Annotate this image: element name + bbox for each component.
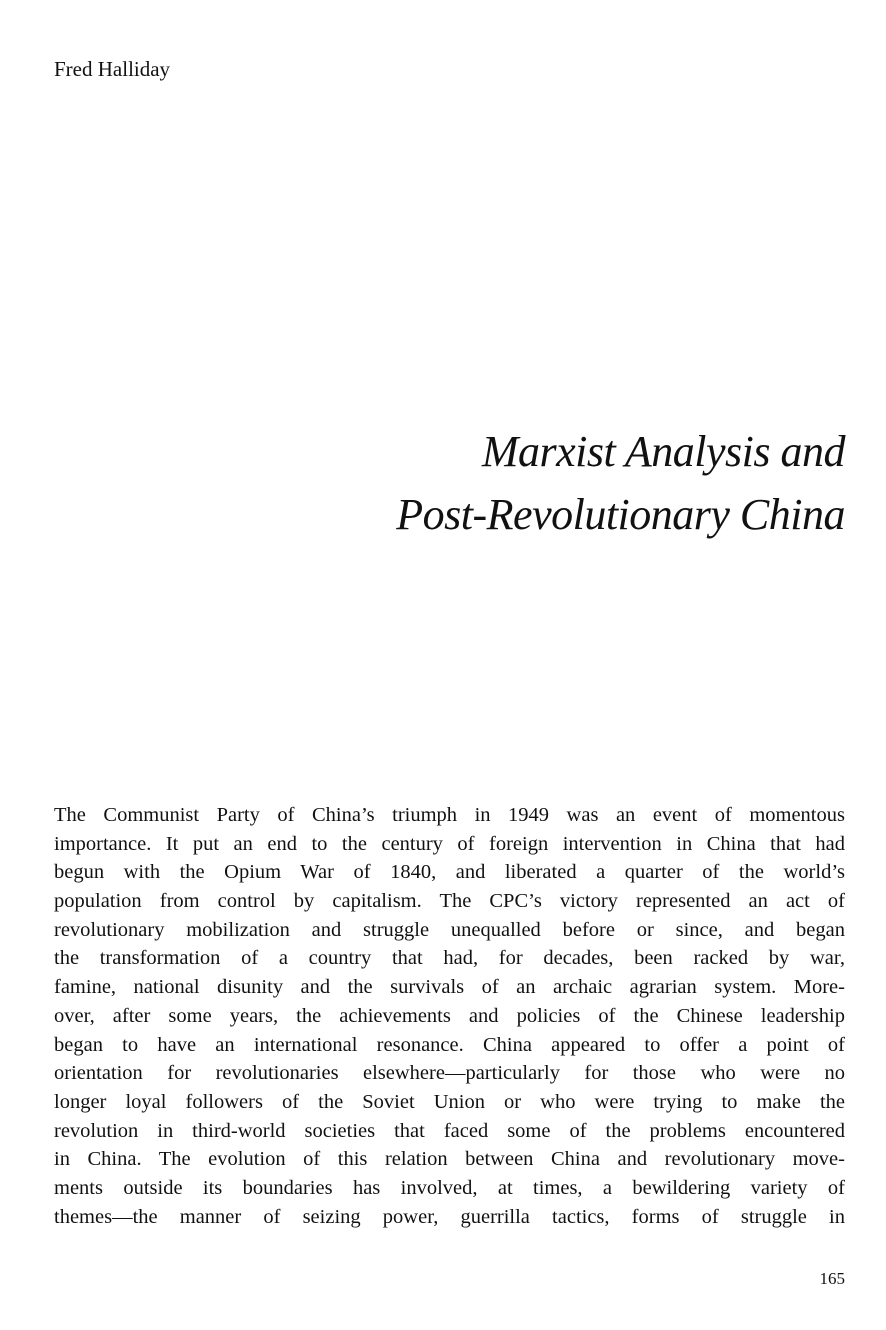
title-line-1: Marxist Analysis and bbox=[481, 427, 845, 476]
body-line: The Communist Party of China’s triumph in 1949 was an event of momentous bbox=[54, 804, 845, 826]
body-line: began to have an international resonance. China appeared to offer a point of bbox=[54, 1033, 845, 1056]
body-paragraph bbox=[54, 801, 845, 1231]
body-line: orientation for revolutionaries elsewhere—particularly for those who were no bbox=[54, 1062, 845, 1085]
body-line: revolution in third-world societies that faced some of the problems encountered bbox=[54, 1119, 845, 1142]
body-line: famine, national disunity and the survivals of an archaic agrarian system. More- bbox=[54, 976, 845, 999]
author-name: Fred Halliday bbox=[54, 57, 171, 81]
body-line: the transformation of a country that had, for decades, been racked by war, bbox=[54, 947, 845, 970]
body-line: ments outside its boundaries has involved, at times, a bewildering variety of bbox=[54, 1176, 845, 1199]
body-line: importance. It put an end to the century of foreign intervention in China that had bbox=[54, 832, 845, 855]
body-line: begun with the Opium War of 1840, and liberated a quarter of the world’s bbox=[54, 861, 845, 884]
body-line: population from control by capitalism. The CPC’s victory represented an act of bbox=[54, 890, 845, 913]
body-line: themes—the manner of seizing power, guerrilla tactics, forms of struggle in bbox=[54, 1205, 845, 1228]
article-title bbox=[285, 420, 845, 546]
title-line-2: Post-Revolutionary China bbox=[396, 490, 845, 539]
body-line: over, after some years, the achievements and policies of the Chinese leadership bbox=[54, 1004, 845, 1027]
body-line: in China. The evolution of this relation between China and revolutionary move- bbox=[54, 1148, 845, 1171]
page-number: 165 bbox=[819, 1269, 845, 1288]
body-line: longer loyal followers of the Soviet Union or who were trying to make the bbox=[54, 1090, 845, 1113]
body-line: revolutionary mobilization and struggle unequalled before or since, and began bbox=[54, 918, 845, 941]
